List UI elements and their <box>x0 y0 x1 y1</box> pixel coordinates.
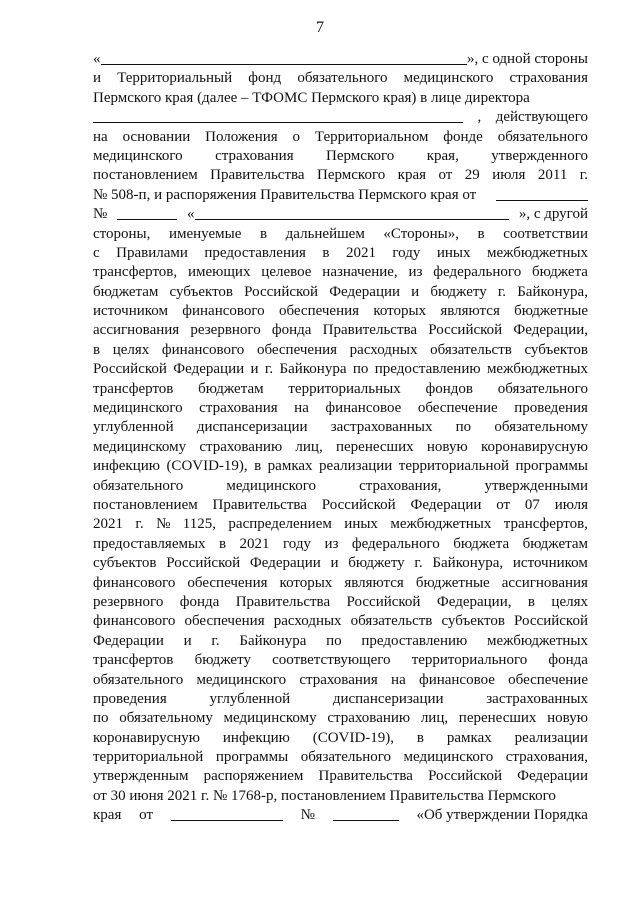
word: фонд <box>248 70 282 87</box>
word: диспансеризации <box>332 690 444 707</box>
word: Федерации, <box>513 322 588 339</box>
word: и <box>183 632 192 649</box>
word: Территориальный <box>117 70 233 87</box>
word: от <box>438 167 453 184</box>
word: Российской <box>166 555 241 572</box>
word: новую <box>547 710 588 727</box>
text-fragment: , <box>477 109 482 126</box>
text-line <box>93 225 588 244</box>
text-fragment: края <box>93 807 122 824</box>
word: застрахованных <box>486 690 588 707</box>
word: стороны, <box>93 225 151 242</box>
text-line <box>93 205 588 224</box>
word: на <box>294 400 309 417</box>
word: резервного <box>93 593 164 610</box>
text-line <box>93 806 588 825</box>
word: обязательного <box>300 749 391 766</box>
text-line <box>93 690 588 709</box>
word: перенесших <box>458 710 537 727</box>
word: в <box>527 593 535 610</box>
word: обязательному <box>119 710 213 727</box>
word: территориальной <box>93 749 204 766</box>
word: г. <box>264 361 274 378</box>
word: с <box>93 244 100 261</box>
word: Российской <box>244 283 319 300</box>
word: (COVID-19), <box>312 729 395 746</box>
word: Байконура <box>239 632 307 649</box>
word: страхованию <box>199 438 283 455</box>
word: иных <box>344 516 378 533</box>
word: проведения <box>514 400 588 417</box>
word: Российской <box>514 613 588 630</box>
word: по <box>326 632 342 649</box>
word: субъектов <box>524 341 588 358</box>
text-line <box>93 50 588 69</box>
text-line <box>93 748 588 767</box>
word: страхования, <box>359 477 442 494</box>
blank-field <box>333 806 399 821</box>
text-line <box>93 729 588 748</box>
word: 1125, <box>182 516 216 533</box>
word: целях <box>551 593 588 610</box>
word: по <box>93 710 109 727</box>
word: финансового <box>161 341 245 358</box>
word: медицинскому <box>223 710 317 727</box>
word: страхования <box>509 70 588 87</box>
word: Байконура, <box>432 555 504 572</box>
word: предоставлению <box>361 632 468 649</box>
blank-field <box>496 186 588 201</box>
word: межбюджетных <box>486 632 588 649</box>
word: обязательного <box>297 70 388 87</box>
text-line <box>93 283 588 302</box>
word: углубленной <box>209 690 291 707</box>
word: обязательного <box>497 128 588 145</box>
word: источником <box>512 555 588 572</box>
text-line <box>93 612 588 631</box>
word: обязательного <box>93 477 184 494</box>
text-fragment: действующего <box>495 109 588 126</box>
word: программы <box>515 458 588 475</box>
text-line <box>93 380 588 399</box>
word: соответствующего <box>272 652 391 669</box>
text-line: Пермского края (далее – ТФОМС Пермского края) в лице директора <box>93 89 530 106</box>
word: Территориальном <box>314 128 429 145</box>
text-line <box>93 593 588 612</box>
text-fragment: № <box>300 807 315 824</box>
word: обязательного <box>497 380 588 397</box>
word: рамках <box>267 458 313 475</box>
word: являются <box>344 574 404 591</box>
word: финансового <box>182 303 265 320</box>
word: Федерации <box>249 555 321 572</box>
word: страхования <box>215 147 294 164</box>
word: по <box>455 419 472 436</box>
word: в <box>219 535 227 552</box>
word: Федерации <box>173 361 245 378</box>
text-line <box>93 360 588 379</box>
word: новую <box>426 438 468 455</box>
word: лиц, <box>295 438 323 455</box>
text-fragment: «Об утверждении Порядка <box>416 807 588 824</box>
word: медицинского <box>403 749 494 766</box>
word: субъектов <box>441 613 505 630</box>
word: и <box>411 283 420 300</box>
word: в <box>259 225 268 242</box>
word: бюджетные <box>415 574 490 591</box>
word: углубленной <box>93 419 174 436</box>
word: Правительства <box>235 593 331 610</box>
text-line <box>93 671 588 690</box>
word: расходных <box>273 613 342 630</box>
word: 07 <box>524 496 540 513</box>
word: расходных <box>349 341 418 358</box>
word: Федерации <box>517 768 588 785</box>
word: основании <box>122 128 191 145</box>
word: Правительства <box>318 768 413 785</box>
word: от <box>496 496 511 513</box>
word: территориального <box>411 652 528 669</box>
word: фондов <box>425 380 473 397</box>
word: Федерации <box>329 283 401 300</box>
word: о <box>292 128 301 145</box>
word: медицинского <box>93 147 183 164</box>
text-line <box>93 108 588 127</box>
word: № <box>156 516 171 533</box>
word: фонда <box>548 652 588 669</box>
word: утвержденного <box>491 147 588 164</box>
word: Федерации <box>410 496 482 513</box>
word: и <box>93 70 102 87</box>
word: 2021 <box>93 516 123 533</box>
word: финансового <box>93 613 176 630</box>
word: и <box>250 361 259 378</box>
word: субъектов <box>93 555 157 572</box>
word: Российской <box>428 768 502 785</box>
word: обеспечения <box>256 341 338 358</box>
word: обеспечения <box>184 613 265 630</box>
word: медицинского <box>196 671 287 688</box>
word: назначение, <box>322 264 398 281</box>
word: которых <box>373 303 427 320</box>
text-line <box>93 418 588 437</box>
word: году <box>392 244 421 261</box>
word: постановлением <box>93 167 198 184</box>
word: ассигнования <box>501 574 588 591</box>
word: бюджету <box>194 652 251 669</box>
word: июля <box>492 167 526 184</box>
word: проведения <box>93 690 167 707</box>
word: федерального <box>433 264 522 281</box>
word: края, <box>426 147 459 164</box>
word: на <box>391 671 406 688</box>
word: межбюджетных <box>486 244 588 261</box>
text-line <box>93 496 588 515</box>
word: источником <box>93 303 168 320</box>
word: предоставлению <box>374 361 481 378</box>
word: коронавирусную <box>93 729 201 746</box>
word: рамках <box>446 729 492 746</box>
word: обеспечение <box>417 400 498 417</box>
word: утвержденным <box>93 768 189 785</box>
text-line <box>93 263 588 282</box>
text-line <box>93 709 588 728</box>
word: бюджетам <box>522 535 588 552</box>
word: межбюджетных <box>390 516 492 533</box>
word: медицинскому <box>93 438 187 455</box>
word: являются <box>440 303 500 320</box>
text-fragment: от <box>139 807 153 824</box>
text-line <box>93 438 588 457</box>
word: из <box>408 264 423 281</box>
text-fragment: « <box>93 51 101 67</box>
word: трансфертов, <box>503 516 588 533</box>
text-line <box>93 767 588 786</box>
word: 2011 <box>537 167 568 184</box>
word: обеспечения <box>187 574 268 591</box>
blank-field <box>171 806 283 821</box>
word: ассигнования <box>93 322 180 339</box>
word: в <box>322 244 330 261</box>
word: трансфертов <box>93 652 174 669</box>
word: в <box>477 225 485 242</box>
word: фонда <box>271 322 312 339</box>
word: Российской <box>428 322 503 339</box>
word: финансовое <box>418 671 495 688</box>
blank-field <box>195 205 510 220</box>
word: страхованию <box>327 710 411 727</box>
word: федерального <box>351 535 440 552</box>
word: распоряжением <box>203 768 304 785</box>
text-line <box>93 321 588 340</box>
word: Российской <box>346 593 421 610</box>
word: июля <box>554 496 588 513</box>
word: Федерации <box>93 632 164 649</box>
word: из <box>324 535 339 552</box>
word: перенесших <box>335 438 414 455</box>
text-line <box>93 128 588 147</box>
text-line <box>93 244 588 263</box>
word: постановлением <box>93 496 198 513</box>
word: края <box>397 167 427 184</box>
word: лиц, <box>420 710 449 727</box>
text-fragment: № <box>93 206 108 223</box>
word: г. <box>579 167 588 184</box>
document-body <box>93 50 588 826</box>
text-line <box>93 399 588 418</box>
word: диспансеризации <box>196 419 308 436</box>
word: территориальной <box>398 458 510 475</box>
word: и <box>330 555 339 572</box>
word: бюджетные <box>514 303 588 320</box>
text-line <box>93 554 588 573</box>
word: Пермского <box>326 147 395 164</box>
text-line <box>93 632 588 651</box>
word: Байконура <box>279 361 347 378</box>
word: бюджета <box>532 264 588 281</box>
word: на <box>93 128 108 145</box>
word: имеющих <box>187 264 251 281</box>
word: страхования <box>199 400 278 417</box>
word: 2021 <box>239 535 270 552</box>
word: коронавирусную <box>480 438 588 455</box>
word: г. <box>135 516 144 533</box>
word: Правилами <box>116 244 188 261</box>
word: резервного <box>190 322 261 339</box>
text-fragment: », с одной стороны <box>466 51 588 67</box>
word: году <box>283 535 311 552</box>
word: которых <box>279 574 333 591</box>
word: трансфертов <box>93 380 174 397</box>
text-line <box>93 574 588 593</box>
word: страхования, <box>505 749 588 766</box>
word: бюджетам <box>198 380 264 397</box>
word: застрахованных <box>330 419 433 436</box>
word: финансовое <box>325 400 402 417</box>
word: межбюджетных <box>486 361 588 378</box>
blank-field <box>93 108 463 123</box>
page-number: 7 <box>316 19 324 36</box>
blank-field <box>101 50 467 65</box>
text-line <box>93 166 588 185</box>
word: в <box>254 458 262 475</box>
text-line <box>93 651 588 670</box>
word: Правительства <box>210 167 305 184</box>
text-line <box>93 69 588 88</box>
word: Федерации, <box>436 593 512 610</box>
word: распределением <box>228 516 332 533</box>
word: бюджетам <box>93 283 159 300</box>
word: обязательств <box>350 613 433 630</box>
text-fragment: », с другой <box>518 206 588 223</box>
word: целях <box>112 341 150 358</box>
text-line <box>93 302 588 321</box>
word: предоставления <box>204 244 306 261</box>
word: Правительства <box>212 496 307 513</box>
word: обеспечения <box>278 303 360 320</box>
word: бюджета <box>453 535 510 552</box>
word: по <box>352 361 369 378</box>
word: именуемые <box>168 225 242 242</box>
word: территориальных <box>288 380 401 397</box>
word: программы <box>215 749 289 766</box>
text-line <box>93 535 588 554</box>
text-line <box>93 147 588 166</box>
text-line <box>93 515 588 534</box>
blank-field <box>117 205 177 220</box>
word: фонде <box>443 128 483 145</box>
word: обязательному <box>494 419 588 436</box>
text-line <box>93 186 588 205</box>
word: г. <box>211 632 220 649</box>
word: субъектов <box>169 283 234 300</box>
word: 2021 <box>345 244 376 261</box>
word: реализации <box>514 729 588 746</box>
word: иных <box>436 244 471 261</box>
word: предоставляемых <box>93 535 206 552</box>
word: бюджету <box>430 283 487 300</box>
word: финансового <box>93 574 176 591</box>
word: 29 <box>464 167 480 184</box>
word: инфекцию <box>222 729 290 746</box>
word: бюджету <box>348 555 405 572</box>
word: медицинского <box>226 477 316 494</box>
word: Российской <box>321 496 396 513</box>
text-line <box>93 457 588 476</box>
word: обеспечение <box>508 671 588 688</box>
word: соответствии <box>503 225 588 242</box>
word: Правительства <box>322 322 418 339</box>
word: г. <box>414 555 423 572</box>
word: (COVID-19), <box>166 458 248 475</box>
word: г. <box>497 283 507 300</box>
word: медицинского <box>403 70 494 87</box>
word: целевое <box>261 264 312 281</box>
text-line <box>93 477 588 496</box>
word: Российской <box>93 361 167 378</box>
word: реализации <box>319 458 393 475</box>
word: «Стороны», <box>383 225 459 242</box>
word: трансфертов, <box>93 264 178 281</box>
word: медицинского <box>93 400 183 417</box>
text-fragment: « <box>187 206 195 223</box>
word: обязательного <box>93 671 184 688</box>
text-line: от 30 июня 2021 г. № 1768-р, постановлением Правительства Пермского <box>93 787 556 804</box>
word: обязательств <box>430 341 512 358</box>
text-line <box>93 341 588 360</box>
word: дальнейшем <box>285 225 365 242</box>
word: инфекцию <box>93 458 160 475</box>
word: в <box>416 729 424 746</box>
word: фонда <box>179 593 220 610</box>
word: страхования <box>299 671 378 688</box>
text-fragment: № 508-п, и распоряжения Правительства Пермского края от <box>93 186 477 203</box>
word: утвержденными <box>484 477 588 494</box>
word: Байконура, <box>517 283 588 300</box>
word: Пермского <box>317 167 386 184</box>
word: в <box>93 341 101 358</box>
word: Положения <box>205 128 278 145</box>
